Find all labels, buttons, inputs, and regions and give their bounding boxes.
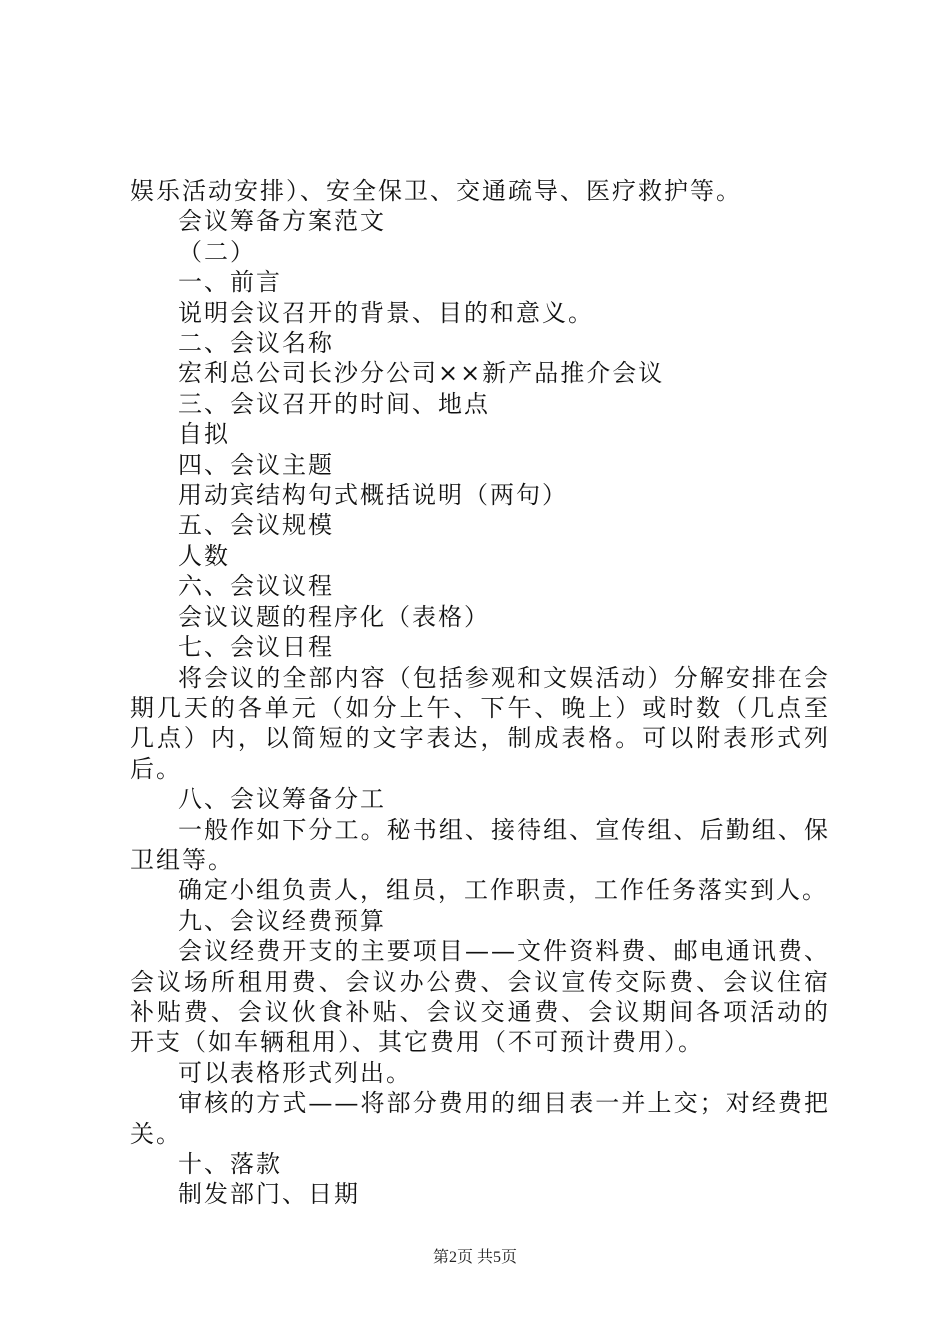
paragraph-budget-table: 可以表格形式列出。 bbox=[178, 1058, 412, 1087]
section-number: （二） bbox=[178, 237, 256, 266]
section-title: 会议筹备方案范文 bbox=[178, 207, 386, 236]
page-number-footer: 第2页 共5页 bbox=[432, 1249, 517, 1266]
heading-signature: 十、落款 bbox=[178, 1150, 282, 1178]
heading-budget: 九、会议经费预算 bbox=[178, 906, 386, 935]
heading-meeting-name: 二、会议名称 bbox=[178, 329, 334, 358]
heading-time-place: 三、会议召开的时间、地点 bbox=[178, 389, 490, 418]
heading-division: 八、会议筹备分工 bbox=[178, 785, 386, 814]
paragraph-theme: 用动宾结构句式概括说明（两句） bbox=[178, 481, 568, 510]
paragraph-budget-items: 会议经费开支的主要项目——文件资料费、邮电通讯费、会议场所租用费、会议办公费、会议宣传交际费、会议住宿补贴费、会议伙食补贴、会议交通费、会议期间各项活动的开支（如车辆租用）、其它费用（不可预计费用）。 bbox=[130, 937, 830, 1057]
paragraph-continuation: 娱乐活动安排）、安全保卫、交通疏导、医疗救护等。 bbox=[130, 177, 742, 205]
heading-schedule: 七、会议日程 bbox=[178, 633, 334, 662]
paragraph-schedule: 将会议的全部内容（包括参观和文娱活动）分解安排在会期几天的各单元（如分上午、下午、晚上）或时数（几点至几点）内，以简短的文字表达，制成表格。可以附表形式列后。 bbox=[130, 663, 830, 783]
paragraph-scale: 人数 bbox=[178, 541, 230, 570]
heading-theme: 四、会议主题 bbox=[178, 450, 334, 479]
paragraph-meeting-name: 宏利总公司长沙分公司××新产品推介会议 bbox=[178, 359, 665, 388]
paragraph-budget-review: 审核的方式——将部分费用的细目表一并上交；对经费把关。 bbox=[130, 1089, 830, 1148]
heading-preface: 一、前言 bbox=[178, 268, 282, 297]
paragraph-preface: 说明会议召开的背景、目的和意义。 bbox=[178, 298, 594, 327]
paragraph-signature: 制发部门、日期 bbox=[178, 1180, 360, 1209]
document-body bbox=[130, 176, 830, 1210]
paragraph-time-place: 自拟 bbox=[178, 420, 230, 449]
paragraph-division: 一般作如下分工。秘书组、接待组、宣传组、后勤组、保卫组等。 bbox=[130, 815, 830, 874]
paragraph-responsibility: 确定小组负责人，组员，工作职责，工作任务落实到人。 bbox=[178, 876, 828, 905]
heading-scale: 五、会议规模 bbox=[178, 511, 334, 540]
heading-agenda: 六、会议议程 bbox=[178, 572, 334, 601]
paragraph-agenda: 会议议题的程序化（表格） bbox=[178, 602, 490, 631]
